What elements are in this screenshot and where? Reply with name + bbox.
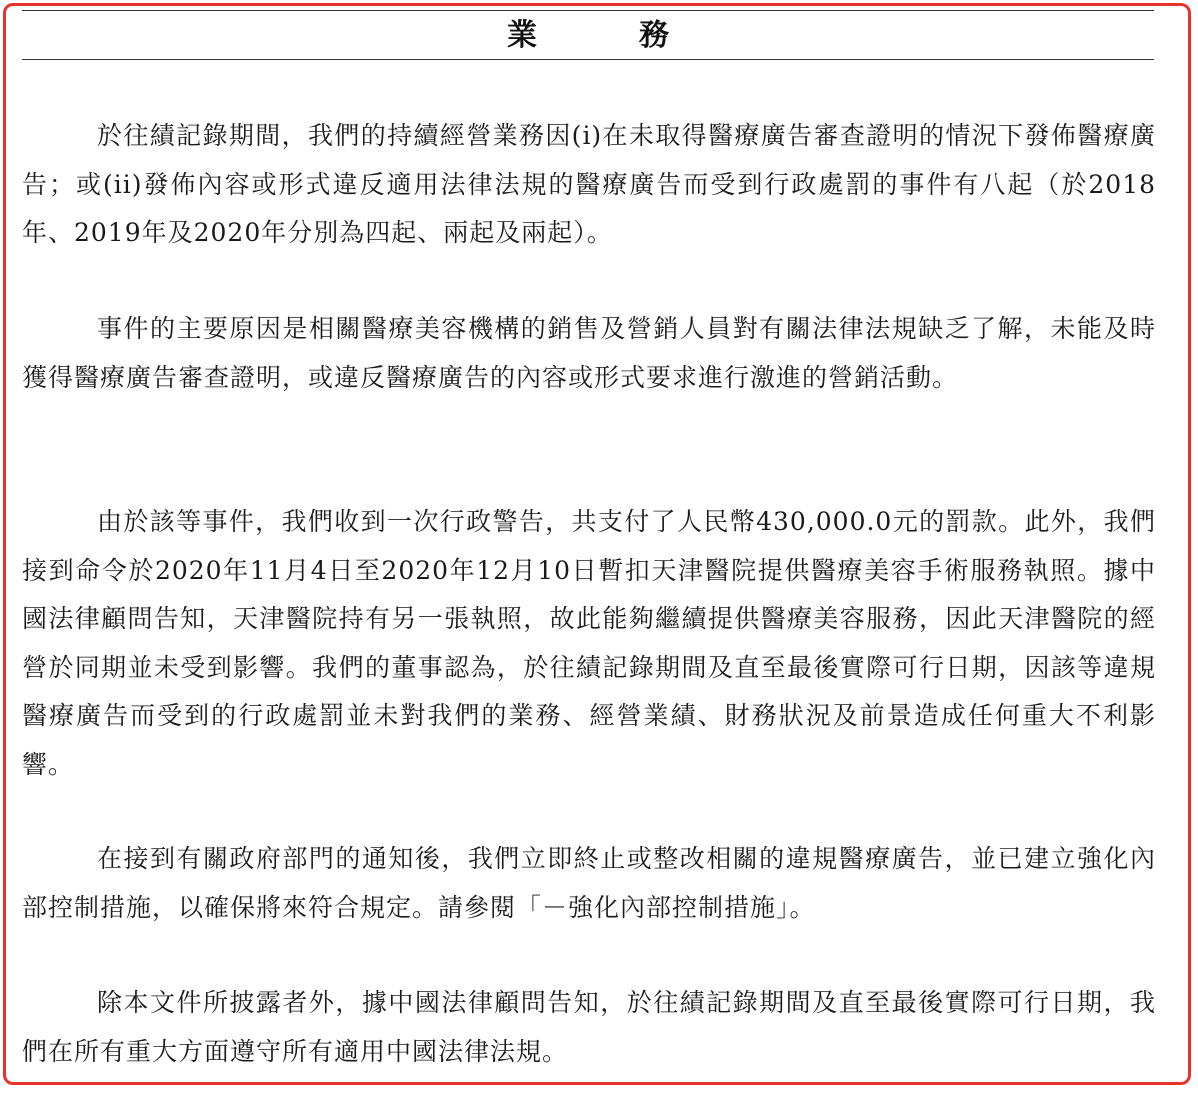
page-header — [22, 10, 1154, 60]
paragraph-2: 事件的主要原因是相關醫療美容機構的銷售及營銷人員對有關法律法規缺乏了解，未能及時獲得醫療廣告審查證明，或違反醫療廣告的內容或形式要求進行激進的營銷活動。 — [22, 314, 1156, 392]
paragraph-1: 於往績記錄期間，我們的持續經營業務因(i)在未取得醫療廣告審查證明的情況下發佈醫療廣告；或(ii)發佈內容或形式違反適用法律法規的醫療廣告而受到行政處罰的事件有八起（於2018年、2019年及2020年分別為四起、兩起及兩起）。 — [22, 121, 1156, 247]
page-title: 業 務 — [507, 18, 705, 53]
paragraph-3: 由於該等事件，我們收到一次行政警告，共支付了人民幣430,000.0元的罰款。此外，我們接到命令於2020年11月4日至2020年12月10日暫扣天津醫院提供醫療美容手術服務執照。據中國法律顧問告知，天津醫院持有另一張執照，故此能夠繼續提供醫療美容服務，因此天津醫院的經營於同期並未受到影響。我們的董事認為，於往績記錄期間及直至最後實際可行日期，因該等違規醫療廣告而受到的行政處罰並未對我們的業務、經營業績、財務狀況及前景造成任何重大不利影響。 — [22, 507, 1156, 779]
paragraph-5: 除本文件所披露者外，據中國法律顧問告知，於往績記錄期間及直至最後實際可行日期，我們在所有重大方面遵守所有適用中國法律法規。 — [22, 988, 1156, 1066]
paragraph-4: 在接到有關政府部門的通知後，我們立即終止或整改相關的違規醫療廣告，並已建立強化內部控制措施，以確保將來符合規定。請參閱「－強化內部控制措施」。 — [22, 844, 1156, 922]
